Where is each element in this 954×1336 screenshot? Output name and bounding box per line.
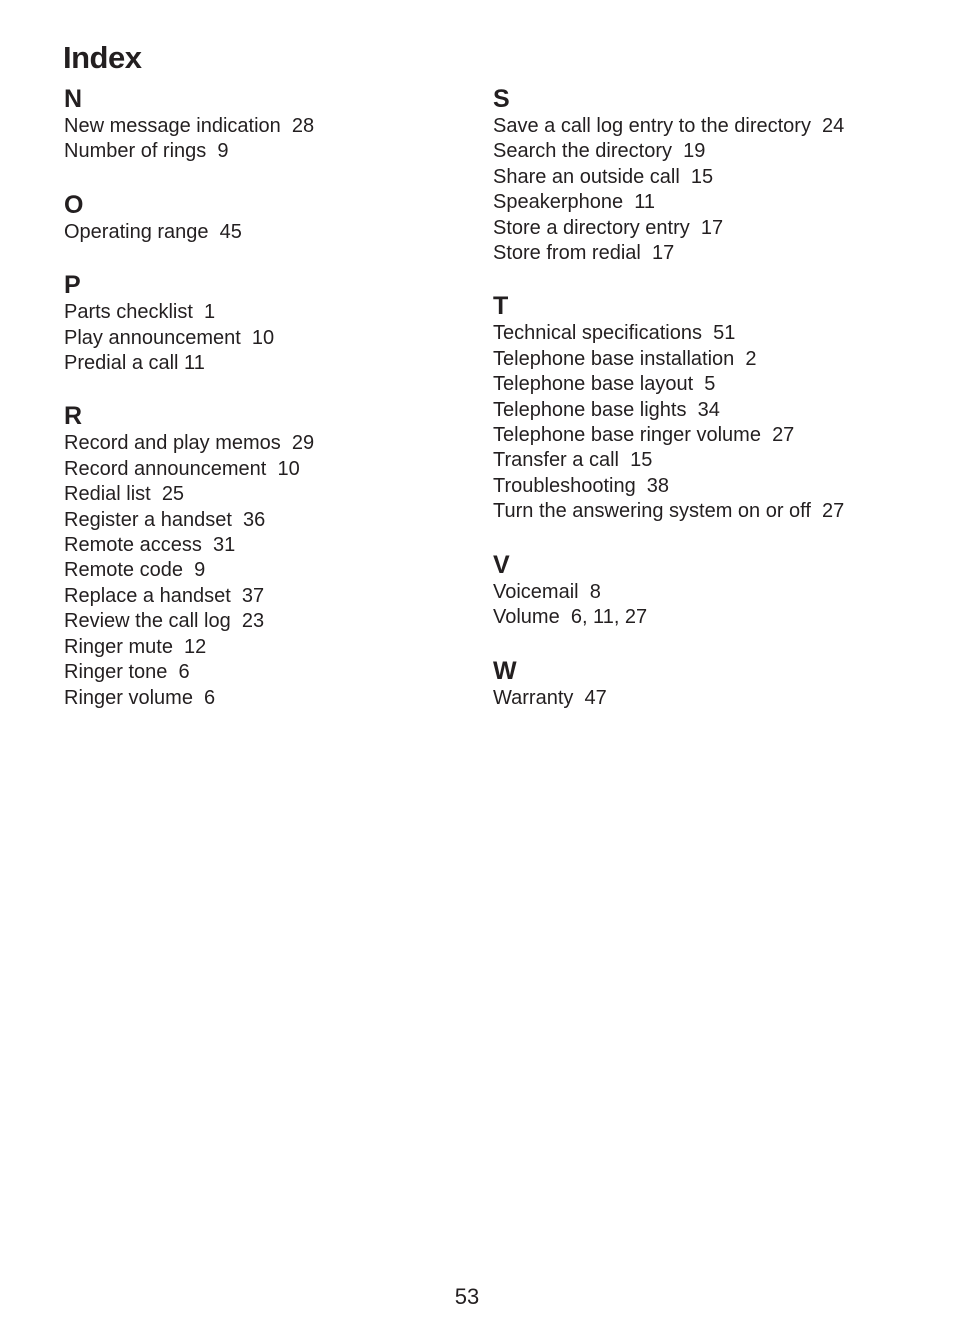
index-entry: Volume 6, 11, 27 — [493, 606, 648, 629]
index-entry: Redial list 25 — [64, 483, 185, 506]
index-section-p — [64, 270, 464, 376]
index-entry: Remote code 9 — [64, 559, 206, 582]
section-letter: W — [493, 656, 517, 685]
index-entry: Predial a call 11 — [64, 352, 205, 375]
page-title: Index — [63, 40, 142, 75]
index-entry: Warranty 47 — [493, 686, 607, 709]
section-letter: O — [64, 190, 84, 219]
index-section-t — [493, 291, 933, 524]
index-section-v — [493, 550, 933, 631]
index-entry: Remote access 31 — [64, 534, 236, 557]
index-right-column — [493, 84, 933, 736]
index-entry: Search the directory 19 — [493, 140, 706, 163]
index-entry: Turn the answering system on or off 27 — [493, 500, 845, 523]
index-section-s — [493, 84, 933, 266]
index-entry: Register a handset 36 — [64, 508, 266, 531]
index-entry: Record and play memos 29 — [64, 432, 315, 455]
section-letter: R — [64, 402, 83, 431]
index-entry: Telephone base ringer volume 27 — [493, 424, 795, 447]
index-entry: Speakerphone 11 — [493, 191, 655, 214]
section-letter: S — [493, 85, 510, 113]
index-entry: Telephone base installation 2 — [493, 347, 757, 370]
index-section-r — [64, 401, 464, 710]
index-entry: Ringer mute 12 — [64, 635, 207, 658]
index-section-n — [64, 84, 464, 165]
index-entry: Record announcement 10 — [64, 457, 300, 480]
index-section-o — [64, 190, 464, 245]
page-number: 53 — [454, 1284, 480, 1309]
index-entry: New message indication 28 — [64, 115, 315, 137]
section-letter: T — [493, 292, 509, 321]
index-entry: Parts checklist 1 — [64, 301, 216, 324]
index-entry: Ringer volume 6 — [64, 686, 216, 709]
index-left-column — [64, 84, 464, 736]
index-entry: Store from redial 17 — [493, 242, 675, 265]
index-entry: Share an outside call 15 — [493, 165, 714, 188]
index-section-w — [493, 656, 933, 711]
section-letter: V — [493, 550, 510, 579]
index-entry: Ringer tone 6 — [64, 661, 190, 684]
section-letter: N — [64, 85, 83, 113]
index-entry: Operating range 45 — [64, 220, 242, 243]
index-entry: Number of rings 9 — [64, 140, 229, 163]
index-entry: Review the call log 23 — [64, 610, 265, 633]
index-entry: Transfer a call 15 — [493, 449, 653, 472]
section-letter: P — [64, 271, 81, 300]
index-entry: Store a directory entry 17 — [493, 216, 724, 239]
index-entry: Telephone base layout 5 — [493, 373, 716, 396]
index-entry: Replace a handset 37 — [64, 584, 265, 607]
index-entry: Voicemail 8 — [493, 580, 601, 603]
index-entry: Technical specifications 51 — [493, 322, 736, 345]
index-entry: Troubleshooting 38 — [493, 474, 670, 497]
index-entry: Play announcement 10 — [64, 326, 275, 349]
index-entry: Save a call log entry to the directory 24 — [493, 115, 845, 137]
index-entry: Telephone base lights 34 — [493, 398, 720, 421]
